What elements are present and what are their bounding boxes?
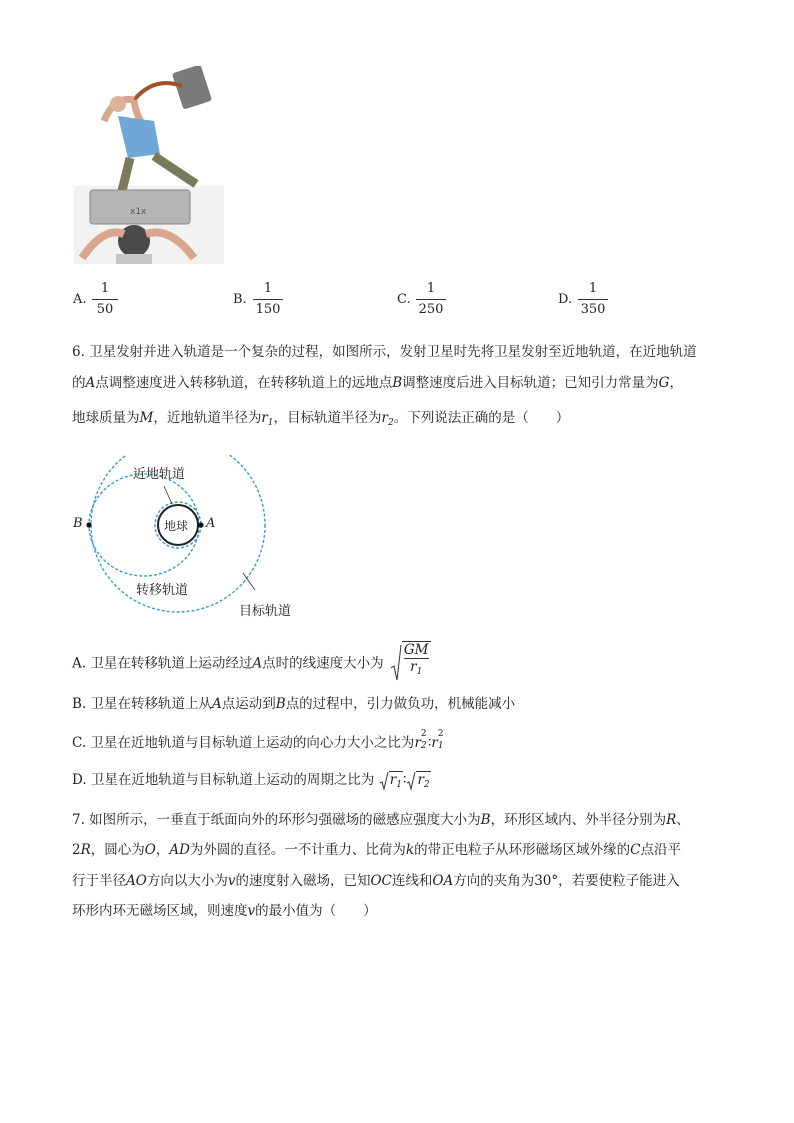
q7-line-2: 2R，圆心为O，AD为外圆的直径。一不计重力、比荷为k的带正电粒子从环形磁场区域外缘的C点沿平 [72,842,681,858]
q5-option-b-letter: B. [233,292,247,307]
point-a-label: A [206,516,216,531]
q7-line-1: 7. 如图所示，一垂直于纸面向外的环形匀强磁场的磁感应强度大小为B，环形区域内、外半径分别为R、 [72,812,690,828]
orbit-diagram [70,455,310,620]
q6-option-a: A. 卫星在转移轨道上运动经过A点时的线速度大小为 $\frac{GM}{r_1}$ [72,644,431,684]
q5-option-d-fraction: 1 350 [578,280,608,319]
sqrt-r2: $r_2$ [406,772,430,788]
q6-option-d: D. 卫星在近地轨道与目标轨道上运动的周期之比为 $r_1∶$ $r_2$ [72,772,430,790]
transfer-orbit-label: 转移轨道 [136,583,189,598]
q7-line-3: 行于半径AO方向以大小为v的速度射入磁场，已知OC连线和OA方向的夹角为30°，若要使粒子能进入 [72,873,680,889]
q6-option-c: C. 卫星在近地轨道与目标轨道上运动的向心力大小之比为r 2 2 ∶r 2 1 [72,729,444,751]
earth-label: 地球 [164,519,189,533]
hammer-illustration [74,66,224,264]
svg-text:x1x: x1x [130,207,147,217]
q7-line-4: 环形内环无磁场区域，则速度v的最小值为（ ） [72,903,377,919]
target-orbit-label: 目标轨道 [239,604,292,619]
q6-stem-line-3: 地球质量为M，近地轨道半径为$r_1$，目标轨道半径为$r_2$。下列说法正确的是（ ） [72,410,570,428]
sqrt-gm-over-r1: $\frac{GM}{r_1}$ [390,644,431,684]
q6-stem-line-1: 6. 卫星发射并进入轨道是一个复杂的过程，如图所示，发射卫星时先将卫星发射至近地轨道，在近地轨道 [72,344,697,360]
near-orbit-label: 近地轨道 [133,467,186,482]
q6-stem-line-2: 的A点调整速度进入转移轨道，在转移轨道上的远地点B调整速度后进入目标轨道；已知引力常量为G， [72,375,683,391]
q5-option-b-fraction: 1 150 [253,280,283,319]
sqrt-r1: $r_1$ [379,772,403,788]
point-a-dot [198,522,203,527]
q5-option-d-letter: D. [558,292,573,307]
point-b-dot [86,522,91,527]
q5-option-c-fraction: 1 250 [416,280,446,319]
q5-option-a-letter: A. [73,292,87,307]
point-b-label: B [73,516,83,531]
q5-option-a-fraction: 1 50 [92,280,118,319]
q5-option-c-letter: C. [397,292,411,307]
q6-option-b: B. 卫星在转移轨道上从A点运动到B点的过程中，引力做负功，机械能减小 [72,696,516,712]
